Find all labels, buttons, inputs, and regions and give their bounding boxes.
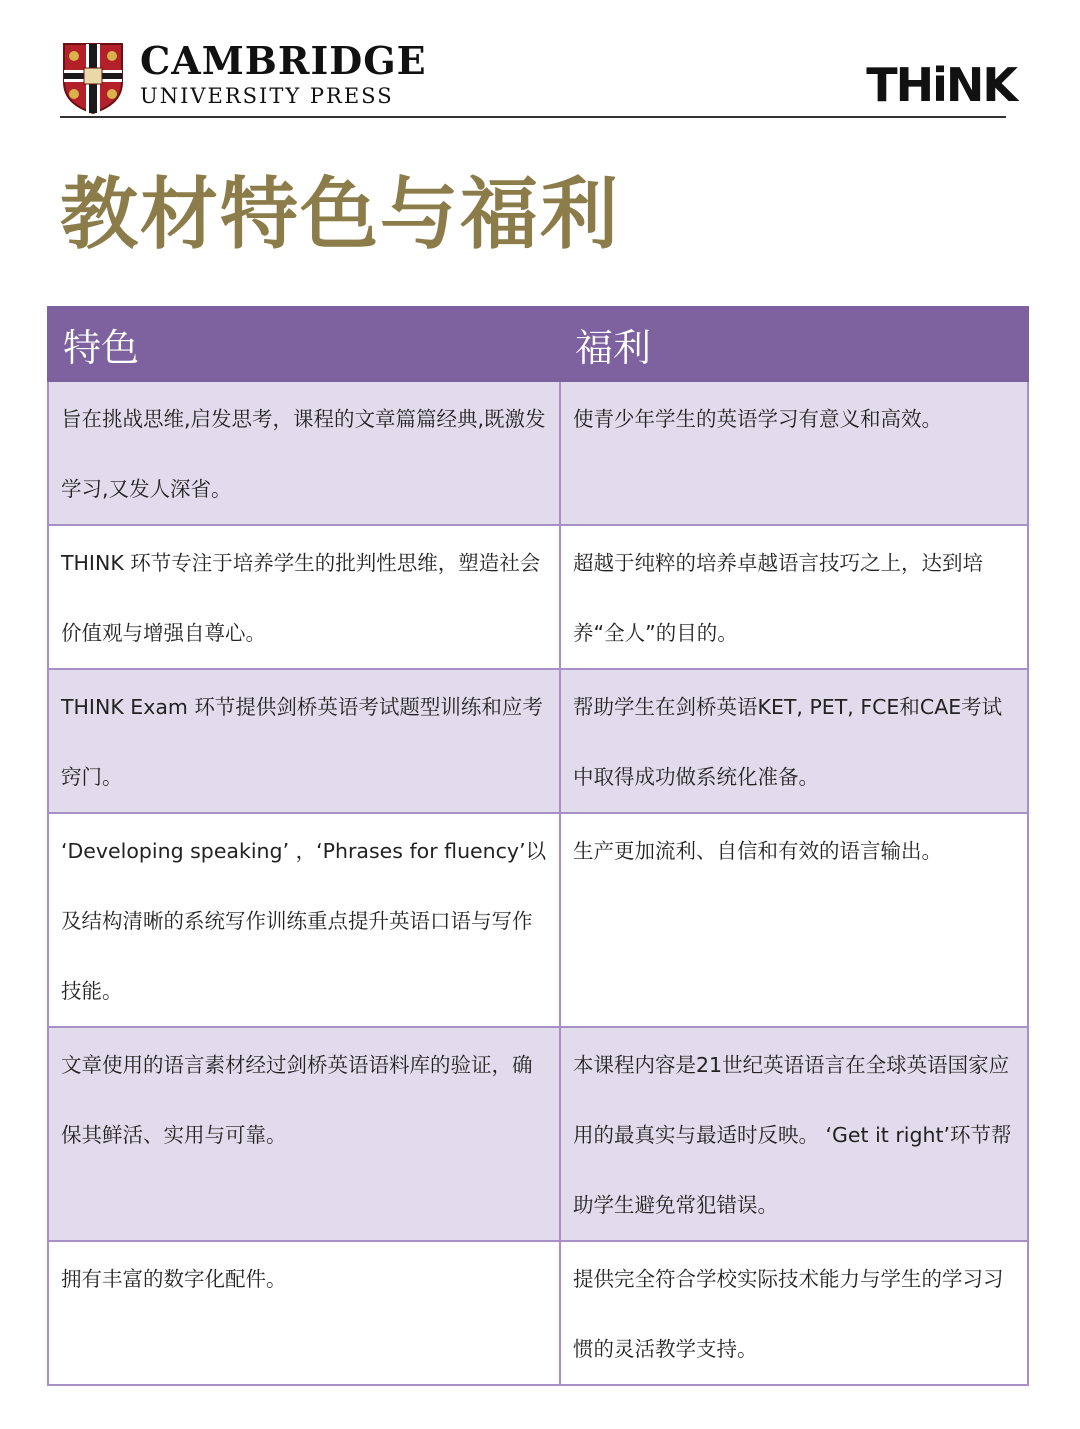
feature-cell: 拥有丰富的数字化配件。 (48, 1241, 560, 1385)
feature-cell: 旨在挑战思维,启发思考，课程的文章篇篇经典,既激发学习,又发人深省。 (48, 381, 560, 525)
benefit-cell: 使青少年学生的英语学习有意义和高效。 (560, 381, 1028, 525)
benefit-cell: 本课程内容是21世纪英语语言在全球英语国家应用的最真实与最适时反映。 ‘Get it right’环节帮助学生避免常犯错误。 (560, 1027, 1028, 1241)
table-row (48, 381, 1028, 525)
table-row (48, 525, 1028, 669)
feature-cell: THINK 环节专注于培养学生的批判性思维，塑造社会价值观与增强自尊心。 (48, 525, 560, 669)
feature-cell: 文章使用的语言素材经过剑桥英语语料库的验证，确保其鲜活、实用与可靠。 (48, 1027, 560, 1241)
feature-cell: ‘Developing speaking’ ，‘Phrases for fluency’以及结构清晰的系统写作训练重点提升英语口语与写作技能。 (48, 813, 560, 1027)
benefit-cell: 生产更加流利、自信和有效的语言输出。 (560, 813, 1028, 1027)
table-row (48, 813, 1028, 1027)
header-divider (60, 116, 1006, 118)
table-row (48, 669, 1028, 813)
think-logo: THiNK (866, 58, 1016, 112)
page-header (60, 38, 1016, 118)
table-row (48, 1241, 1028, 1385)
feature-cell: THINK Exam 环节提供剑桥英语考试题型训练和应考窍门。 (48, 669, 560, 813)
table-header-row (48, 307, 1028, 381)
publisher-subtitle: UNIVERSITY PRESS (140, 84, 394, 108)
table-row (48, 1027, 1028, 1241)
benefit-cell: 提供完全符合学校实际技术能力与学生的学习习惯的灵活教学支持。 (560, 1241, 1028, 1385)
publisher-wordmark (140, 38, 427, 108)
page-title: 教材特色与福利 (60, 170, 621, 260)
column-header-benefits: 福利 (560, 307, 1028, 381)
column-header-features: 特色 (48, 307, 560, 381)
benefit-cell: 超越于纯粹的培养卓越语言技巧之上，达到培养“全人”的目的。 (560, 525, 1028, 669)
benefit-cell: 帮助学生在剑桥英语KET, PET, FCE和CAE考试中取得成功做系统化准备。 (560, 669, 1028, 813)
cambridge-crest-icon (62, 42, 124, 114)
features-table (47, 306, 1029, 1386)
publisher-name: CAMBRIDGE (140, 38, 427, 83)
